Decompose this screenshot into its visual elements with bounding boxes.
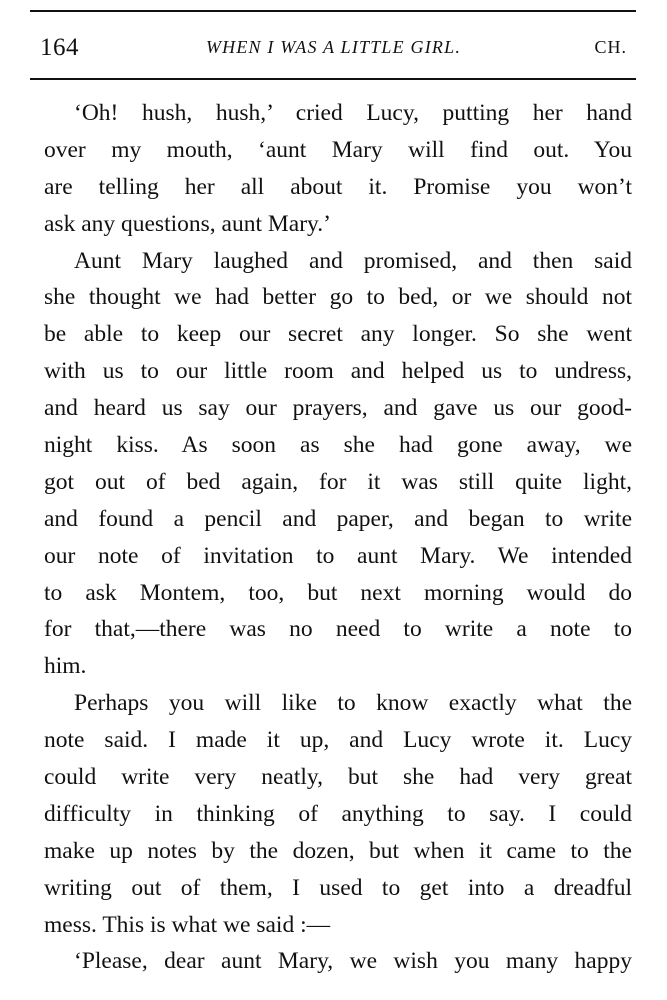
text-line: and found a pencil and paper, and began to write	[44, 505, 632, 532]
text-line: over my mouth, ‘aunt Mary will find out. You	[44, 136, 632, 163]
text-line: are telling her all about it. Promise you won’t	[44, 173, 632, 200]
running-title: WHEN I WAS A LITTLE GIRL.	[205, 37, 462, 57]
text-line: and heard us say our prayers, and gave us our good-	[44, 395, 632, 422]
text-line: with us to our little room and helped us to undress,	[44, 358, 632, 385]
text-line: our note of invitation to aunt Mary. We intended	[44, 542, 632, 569]
text-line: she thought we had better go to bed, or we should not	[44, 284, 632, 311]
text-line: Aunt Mary laughed and promised, and then said	[74, 247, 632, 274]
header-top-rule	[30, 10, 636, 12]
chapter-abbreviation: CH.	[594, 37, 627, 57]
header-bottom-rule	[30, 78, 636, 80]
text-line: ‘Please, dear aunt Mary, we wish you many happy	[74, 948, 632, 975]
text-line: got out of bed again, for it was still quite light,	[44, 468, 632, 495]
text-line: could write very neatly, but she had very great	[44, 764, 632, 791]
text-line: be able to keep our secret any longer. So she went	[44, 321, 632, 348]
text-line: ‘Oh! hush, hush,’ cried Lucy, putting her hand	[74, 100, 632, 126]
text-line: night kiss. As soon as she had gone away, we	[44, 432, 632, 459]
text-line: difficulty in thinking of anything to say. I could	[44, 800, 632, 827]
text-line: him.	[44, 653, 87, 680]
text-line: to ask Montem, too, but next morning would do	[44, 579, 632, 606]
text-line: make up notes by the dozen, but when it came to the	[44, 837, 632, 864]
body-text	[44, 95, 632, 980]
text-line: ask any questions, aunt Mary.’	[44, 210, 331, 237]
page-number: 164	[40, 34, 79, 61]
text-line: for that,—there was no need to write a note to	[44, 616, 632, 643]
running-header	[40, 34, 627, 62]
text-line: note said. I made it up, and Lucy wrote it. Lucy	[44, 727, 632, 754]
text-line: writing out of them, I used to get into a dreadful	[44, 874, 632, 901]
text-line: mess. This is what we said :—	[44, 911, 331, 938]
text-line: Perhaps you will like to know exactly what the	[74, 690, 632, 717]
